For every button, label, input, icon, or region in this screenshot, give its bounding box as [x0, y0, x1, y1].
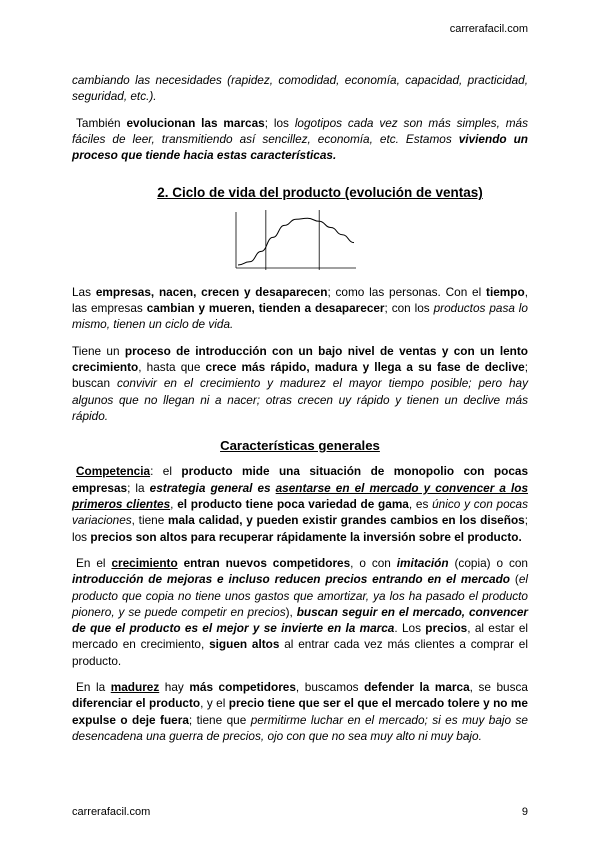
paragraph-4 — [72, 343, 528, 424]
p7-f: defender la marca — [364, 680, 470, 695]
p2-b: evolucionan las marcas — [126, 115, 265, 130]
p3-g: ; con los — [384, 301, 434, 316]
p7-l: permitirme luchar en el mercado; si es muy bajo se desencadena una guerra de precios, ojo con que no sea muy alto ni muy bajo. — [72, 712, 528, 743]
p5-i: , es — [408, 497, 433, 512]
p3-e: , las empresas — [72, 284, 528, 316]
p6-l: . Los — [394, 621, 426, 636]
p7-k: ; tiene que — [188, 712, 251, 727]
p5-d: ; la — [127, 480, 150, 495]
p6-e: imitación — [396, 555, 449, 570]
p6-c: entran nuevos competidores — [177, 555, 351, 570]
p7-e: , buscamos — [295, 680, 365, 695]
intro-p1-text: cambiando las necesidades (rapidez, comodidad, economía, capacidad, practicidad, seguridad, etc.). — [72, 73, 528, 104]
p5-c: producto mide una situación de monopolio con pocas empresas — [72, 464, 528, 495]
paragraph-3 — [72, 284, 528, 333]
p6-j: ), — [285, 604, 297, 619]
p4-d: crece más rápido, madura y llega a su fase de declive — [205, 359, 525, 374]
p6-p: al entrar cada vez más clientes a comprar el producto. — [72, 637, 528, 668]
p4-b: proceso de introducción con un bajo nivel de ventas y con un lento crecimiento — [72, 343, 528, 374]
page-number: 9 — [521, 806, 528, 818]
p4-e: ; buscan — [72, 359, 528, 391]
intro-paragraph-1 — [72, 72, 528, 105]
p6-o: siguen altos — [209, 637, 280, 652]
page-content — [72, 72, 528, 754]
chart-sales-curve — [238, 218, 354, 265]
paragraph-crecimiento — [72, 555, 528, 669]
p5-g: , — [170, 497, 178, 512]
p6-b: crecimiento — [111, 555, 178, 570]
p6-n: , al estar el mercado en crecimiento, — [72, 621, 529, 652]
p5-b: : el — [150, 464, 182, 479]
p7-h: diferenciar el producto — [72, 696, 201, 711]
p4-f: convivir en el crecimiento y madurez el mayor tiempo posible; pero hay algunos que no llegan ni a nacer; otras crecen uy rápido y tienen un declive más rápido. — [72, 376, 528, 423]
p6-k: buscan seguir en el mercado, convencer de que el producto es el mejor y se invierte en la marca — [72, 604, 528, 636]
p3-b: empresas, nacen, crecen y desaparecen — [95, 284, 328, 299]
p3-c: ; como las personas. Con el — [327, 284, 487, 299]
p5-k: , tiene — [131, 513, 168, 528]
p5-j: único y con pocas variaciones — [72, 497, 528, 528]
paragraph-competencia — [72, 463, 528, 544]
p6-d: , o con — [350, 555, 397, 570]
p3-h: productos pasa lo mismo, tienen un ciclo de vida. — [72, 301, 528, 332]
p2-e: viviendo un proceso que tiende hacia estas características. — [72, 131, 528, 163]
p3-d: tiempo — [486, 284, 525, 299]
p6-m: precios — [425, 621, 468, 636]
p7-b: madurez — [110, 680, 160, 695]
p6-h: ( — [510, 572, 519, 587]
p5-n: precios son altos para recuperar rápidamente la inversión sobre el producto. — [90, 529, 522, 544]
p7-i: , y el — [200, 696, 229, 711]
subsection-title: Características generales — [220, 438, 380, 454]
section-title: 2. Ciclo de vida del producto (evolución de ventas) — [157, 185, 483, 201]
product-life-cycle-chart — [234, 208, 358, 274]
p2-c: ; los — [264, 115, 295, 130]
p3-f: cambian y mueren, tienden a desaparecer — [146, 301, 385, 316]
intro-paragraph-2 — [72, 115, 528, 164]
p4-c: , hasta que — [138, 359, 206, 374]
p7-d: más competidores — [189, 680, 296, 695]
p5-h: el producto tiene poca variedad de gama — [177, 497, 409, 512]
p6-a: En el — [76, 555, 112, 570]
p3-a: Las — [72, 284, 96, 299]
p5-a: Competencia — [76, 464, 151, 479]
paragraph-madurez — [72, 679, 528, 744]
p5-e: estrategia general es — [149, 480, 276, 495]
page-header-site: carrerafacil.com — [449, 23, 528, 35]
p2-d: logotipos cada vez son más simples, más fáciles de leer, transmitiendo así sencillez, economía, etc. Estamos — [72, 115, 528, 146]
p6-g: introducción de mejoras e incluso reducen precios entrando en el mercado — [72, 572, 511, 587]
p7-j: precio tiene que ser el que el mercado tolere y no me expulse o deje fuera — [72, 696, 528, 727]
p2-a: También — [76, 115, 127, 130]
p5-l: mala calidad, y pueden existir grandes cambios en los diseños — [167, 513, 525, 528]
chart-svg — [234, 208, 358, 274]
p6-f: (copia) o con — [448, 555, 528, 570]
p5-m: ; los — [72, 513, 528, 544]
page-footer-site: carrerafacil.com — [72, 806, 151, 818]
p7-g: , se busca — [469, 680, 528, 695]
p4-a: Tiene un — [72, 343, 125, 358]
p6-i: el producto que copia no tiene unos gastos que amortizar, ya los ha pasado el producto pionero, y se puede competir en precios — [72, 572, 528, 619]
p7-a: En la — [76, 680, 111, 695]
p7-c: hay — [159, 680, 190, 695]
p5-f: asentarse en el mercado y convencer a los primeros clientes — [72, 480, 529, 512]
